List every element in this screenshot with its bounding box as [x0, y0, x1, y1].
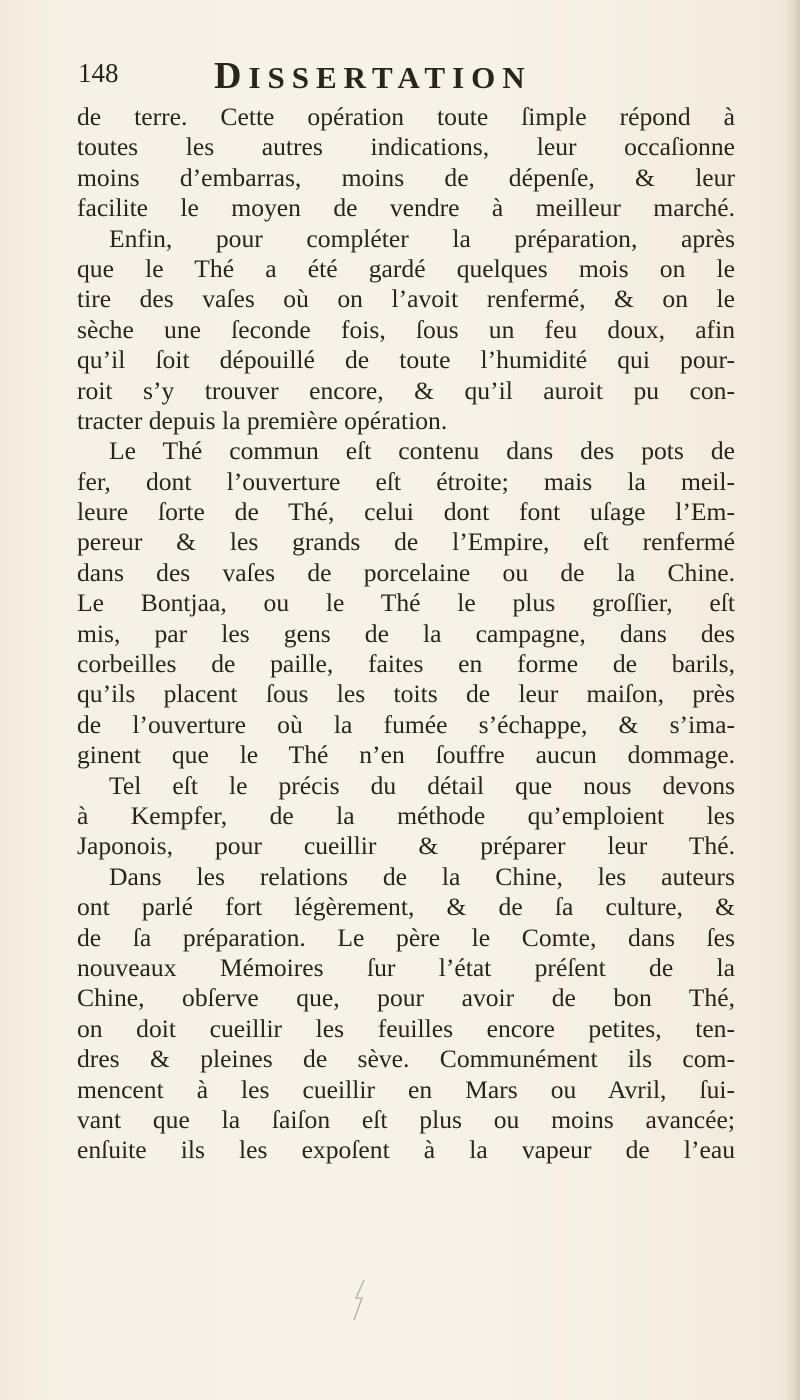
text-line: Dans les relations de la Chine, les auteurs [109, 861, 735, 891]
text-line: facilite le moyen de vendre à meilleur marché. [77, 193, 735, 223]
text-line: mencent à les cueillir en Mars ou Avril, ſui- [77, 1074, 735, 1104]
page-number: 148 [78, 58, 119, 88]
running-title [214, 54, 532, 98]
text-line: pereur & les grands de l’Empire, eſt renfermé [77, 527, 735, 557]
text-line: ont parlé fort légèrement, & de ſa culture, & [77, 892, 735, 922]
text-line: dans des vaſes de porcelaine ou de la Chine. [77, 557, 735, 587]
text-line: qu’il ſoit dépouillé de toute l’humidité qui pour- [77, 345, 735, 375]
text-line: toutes les autres indications, leur occaſionne [77, 132, 735, 162]
text-line: Tel eſt le précis du détail que nous devons [109, 770, 735, 800]
text-line: Le Bontjaa, ou le Thé le plus groſſier, eſt [77, 588, 735, 618]
text-line: enſuite ils les expoſent à la vapeur de l’eau [77, 1135, 735, 1165]
text-line: ginent que le Thé n’en ſouffre aucun dommage. [77, 740, 735, 770]
text-line: on doit cueillir les feuilles encore petites, ten- [77, 1013, 735, 1043]
running-head [78, 54, 728, 97]
text-line: leure ſorte de Thé, celui dont font uſage l’Em- [77, 497, 735, 527]
text-line: Chine, obſerve que, pour avoir de bon Thé, [77, 983, 735, 1013]
text-line: fer, dont l’ouverture eſt étroite; mais la meil- [77, 466, 735, 496]
text-line: Le Thé commun eſt contenu dans des pots de [109, 436, 735, 466]
text-line: qu’ils placent ſous les toits de leur maiſon, près [77, 679, 735, 709]
text-line: roit s’y trouver encore, & qu’il auroit pu con- [77, 375, 735, 405]
text-line: Enfin, pour compléter la préparation, après [109, 223, 735, 253]
text-line: de l’ouverture où la fumée s’échappe, & s’ima- [77, 709, 735, 739]
text-line: moins d’embarras, moins de dépenſe, & leur [77, 162, 735, 192]
running-title-rest: ISSERTATION [248, 60, 532, 95]
text-line: mis, par les gens de la campagne, dans des [77, 618, 735, 648]
text-line: tire des vaſes où on l’avoit renfermé, & on le [77, 284, 735, 314]
running-title-initial: D [214, 55, 249, 97]
text-line: tracter depuis la première opération. [77, 405, 448, 435]
text-line: nouveaux Mémoires ſur l’état préſent de la [77, 952, 735, 982]
text-line: Japonois, pour cueillir & préparer leur Thé. [77, 831, 735, 861]
text-line: à Kempfer, de la méthode qu’emploient les [77, 800, 735, 830]
text-line: sèche une ſeconde fois, ſous un feu doux, afin [77, 314, 735, 344]
pencil-mark [346, 1276, 376, 1326]
text-line: que le Thé a été gardé quelques mois on le [77, 253, 735, 283]
text-line: corbeilles de paille, faites en forme de barils, [77, 649, 735, 679]
text-line: de terre. Cette opération toute ſimple répond à [77, 102, 735, 131]
text-line: de ſa préparation. Le père le Comte, dans ſes [77, 922, 735, 952]
text-line: vant que la ſaiſon eſt plus ou moins avancée; [77, 1104, 735, 1134]
page-edge-shadow [786, 0, 800, 1400]
text-line: dres & pleines de sève. Communément ils com- [77, 1044, 735, 1074]
body-text [77, 102, 735, 1166]
